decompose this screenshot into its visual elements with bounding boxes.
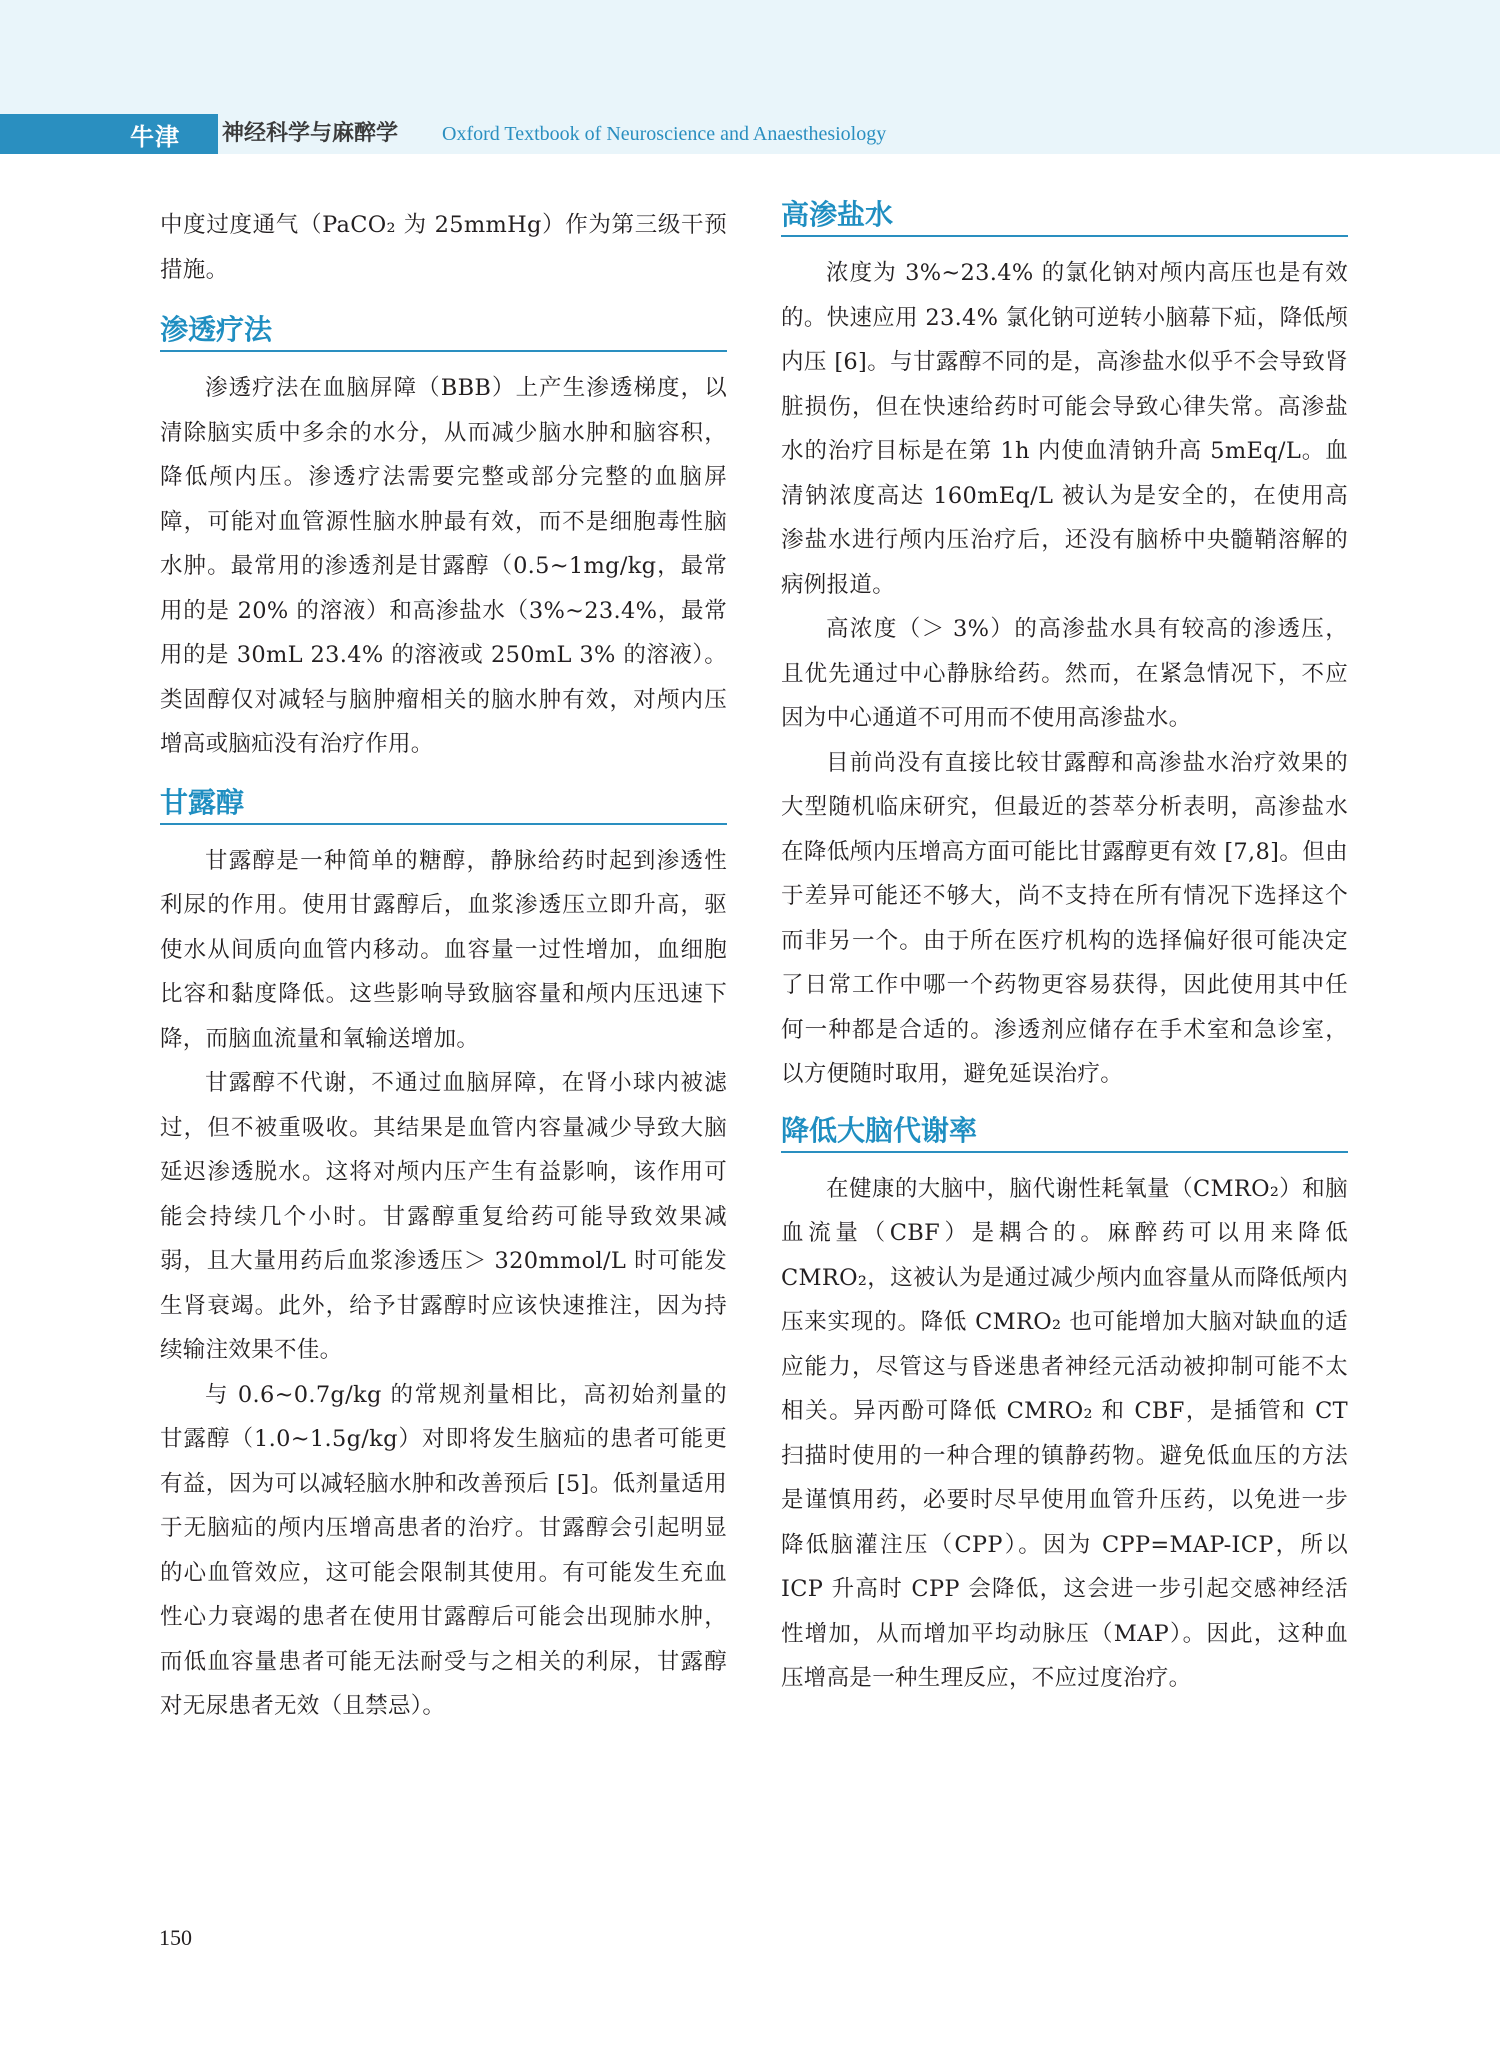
- continued-paragraph: 中度过度通气（PaCO₂ 为 25mmHg）作为第三级干预措施。: [160, 212, 727, 283]
- section-rule: [781, 235, 1348, 237]
- section-title-osmotic-therapy: 渗透疗法: [160, 313, 273, 346]
- paragraph: 高浓度（＞ 3%）的高渗盐水具有较高的渗透压，且优先通过中心静脉给药。然而，在紧急情况下，不应因为中心通道不可用而不使用高渗盐水。: [781, 616, 1348, 731]
- paragraph: 在健康的大脑中，脑代谢性耗氧量（CMRO₂）和脑血流量（CBF）是耦合的。麻醉药可以用来降低 CMRO₂，这被认为是通过减少颅内血容量从而降低颅内压来实现的。降低 CMRO₂ 也可能增加大脑对缺血的适应能力，尽管这与昏迷患者神经元活动被抑制可能不太相关。异丙酚可降低 CMRO₂ 和 CBF，是插管和 CT 扫描时使用的一种合理的镇静药物。避免低血压的方法是谨慎用药，必要时尽早使用血管升压药，以免进一步降低脑灌注压（CPP）。因为 CPP=MAP-ICP，所以 ICP 升高时 CPP 会降低，这会进一步引起交感神经活性增加，从而增加平均动脉压（MAP）。因此，这种血压增高是一种生理反应，不应过度治疗。: [781, 1175, 1348, 1691]
- section-rule: [160, 823, 727, 825]
- section-title-hypertonic-saline: 高渗盐水: [781, 198, 894, 231]
- paragraph: 甘露醇不代谢，不通过血脑屏障，在肾小球内被滤过，但不被重吸收。其结果是血管内容量减少导致大脑延迟渗透脱水。这将对颅内压产生有益影响，该作用可能会持续几个小时。甘露醇重复给药可能导致效果减弱，且大量用药后血浆渗透压＞ 320mmol/L 时可能发生肾衰竭。此外，给予甘露醇时应该快速推注，因为持续输注效果不佳。: [160, 1070, 727, 1363]
- header-brand: 牛津: [0, 114, 218, 154]
- section-title-mannitol: 甘露醇: [160, 785, 245, 819]
- page-number: 150: [159, 1925, 192, 1950]
- paragraph: 浓度为 3%~23.4% 的氯化钠对颅内高压也是有效的。快速应用 23.4% 氯化钠可逆转小脑幕下疝，降低颅内压 [6]。与甘露醇不同的是，高渗盐水似乎不会导致肾脏损伤，但在快速给药时可能会导致心律失常。高渗盐水的治疗目标是在第 1h 内使血清钠升高 5mEq/L。血清钠浓度高达 160mEq/L 被认为是安全的，在使用高渗盐水进行颅内压治疗后，还没有脑桥中央髓鞘溶解的病例报道。: [781, 260, 1348, 598]
- right-column: [781, 198, 1348, 1701]
- section-title-reduce-cerebral-metabolism: 降低大脑代谢率: [781, 1113, 978, 1147]
- running-header: [0, 114, 1500, 154]
- paragraph: 与 0.6~0.7g/kg 的常规剂量相比，高初始剂量的甘露醇（1.0~1.5g/kg）对即将发生脑疝的患者可能更有益，因为可以减轻脑水肿和改善预后 [5]。低剂量适用于无脑疝的颅内压增高患者的治疗。甘露醇会引起明显的心血管效应，这可能会限制其使用。有可能发生充血性心力衰竭的患者在使用甘露醇后可能会出现肺水肿，而低血容量患者可能无法耐受与之相关的利尿，甘露醇对无尿患者无效（且禁忌）。: [160, 1381, 727, 1719]
- paragraph: 渗透疗法在血脑屏障（BBB）上产生渗透梯度，以清除脑实质中多余的水分，从而减少脑水肿和脑容积，降低颅内压。渗透疗法需要完整或部分完整的血脑屏障，可能对血管源性脑水肿最有效，而不是细胞毒性脑水肿。最常用的渗透剂是甘露醇（0.5~1mg/kg，最常用的是 20% 的溶液）和高渗盐水（3%~23.4%，最常用的是 30mL 23.4% 的溶液或 250mL 3% 的溶液）。类固醇仅对减轻与脑肿瘤相关的脑水肿有效，对颅内压增高或脑疝没有治疗作用。: [160, 375, 727, 757]
- section-rule: [160, 350, 727, 352]
- left-column: [160, 203, 727, 1729]
- header-title-cn: 神经科学与麻醉学: [222, 121, 399, 146]
- header-title-en: Oxford Textbook of Neuroscience and Anaesthesiology: [442, 123, 887, 145]
- paragraph: 目前尚没有直接比较甘露醇和高渗盐水治疗效果的大型随机临床研究，但最近的荟萃分析表明，高渗盐水在降低颅内压增高方面可能比甘露醇更有效 [7,8]。但由于差异可能还不够大，尚不支持在所有情况下选择这个而非另一个。由于所在医疗机构的选择偏好很可能决定了日常工作中哪一个药物更容易获得，因此使用其中任何一种都是合适的。渗透剂应储存在手术室和急诊室，以方便随时取用，避免延误治疗。: [781, 749, 1348, 1087]
- section-rule: [781, 1151, 1348, 1153]
- paragraph: 甘露醇是一种简单的糖醇，静脉给药时起到渗透性利尿的作用。使用甘露醇后，血浆渗透压立即升高，驱使水从间质向血管内移动。血容量一过性增加，血细胞比容和黏度降低。这些影响导致脑容量和颅内压迅速下降，而脑血流量和氧输送增加。: [160, 847, 727, 1052]
